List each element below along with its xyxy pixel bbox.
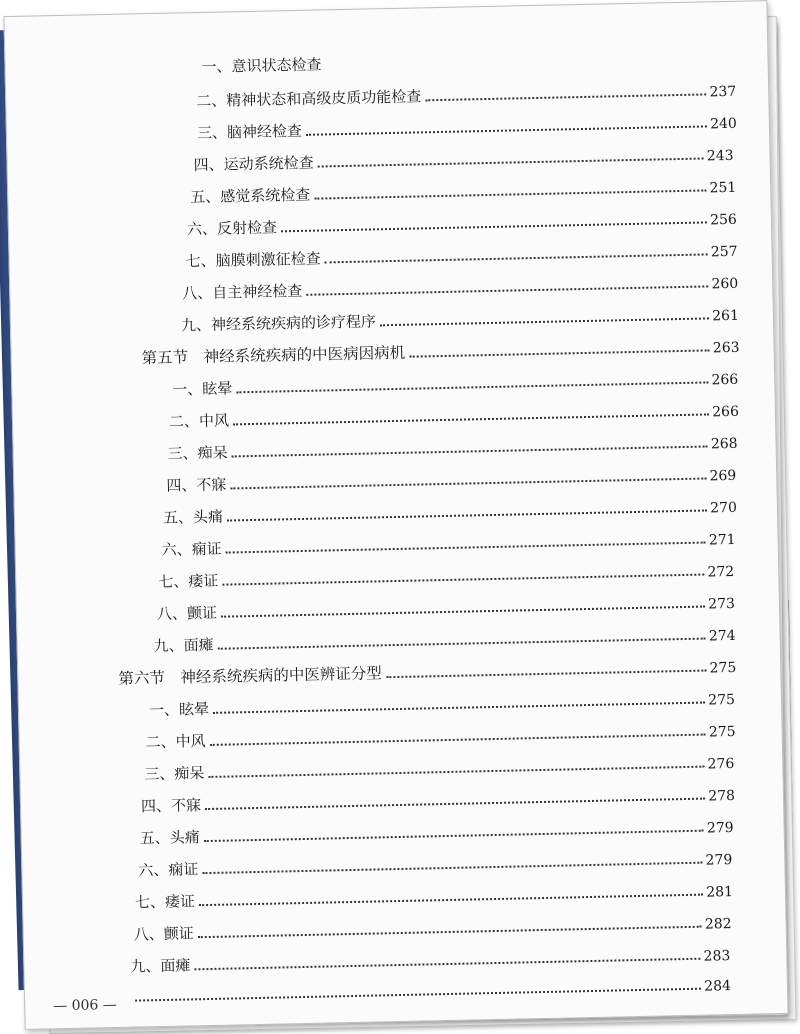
dot-leader — [226, 541, 706, 554]
toc-entry — [141, 780, 735, 816]
dot-leader — [199, 893, 703, 907]
dot-leader — [135, 987, 701, 1002]
toc-entry-title: 六、痫证 — [138, 860, 199, 880]
dot-leader — [380, 316, 709, 326]
dot-leader — [232, 444, 708, 457]
dot-leader — [198, 925, 702, 939]
toc-entry — [153, 620, 735, 656]
toc-entry — [139, 812, 733, 848]
toc-entry-page: 261 — [712, 307, 740, 325]
toc-entry-page: 275 — [709, 659, 737, 677]
dot-leader — [306, 284, 708, 295]
dot-leader — [318, 156, 704, 167]
toc-entry-page: 263 — [712, 339, 740, 357]
toc-entry-title: 四、运动系统检查 — [193, 153, 314, 175]
dot-leader — [221, 605, 705, 618]
dot-leader — [194, 957, 700, 971]
toc-entry-title: 第五节 神经系统疾病的中医病因病机 — [141, 343, 406, 368]
toc-entry — [144, 748, 734, 784]
toc-entry-title: 六、反射检查 — [186, 218, 278, 239]
toc-entry — [185, 236, 737, 272]
dot-leader — [218, 637, 706, 650]
toc-entry-page: 240 — [709, 115, 738, 133]
toc-entry — [167, 428, 737, 464]
toc-entry-page: 270 — [710, 499, 738, 517]
toc-entry — [172, 364, 738, 400]
toc-entry — [161, 524, 735, 560]
toc-entry-title: 二、精神状态和高级皮质功能检查 — [196, 87, 422, 111]
toc-entry-title: 八、颤证 — [156, 603, 218, 624]
toc-entry-title: 九、神经系统疾病的诊疗程序 — [180, 312, 377, 335]
toc-entry-title: 三、脑神经检查 — [196, 121, 303, 143]
toc-entry — [131, 970, 731, 1007]
toc-entry — [169, 396, 739, 432]
page-number: — 006 — — [53, 996, 117, 1015]
toc-entry-page: 274 — [708, 627, 736, 645]
toc-entry-page: 275 — [708, 691, 736, 709]
toc-entry-page: 275 — [708, 723, 736, 741]
dot-leader — [210, 733, 706, 746]
toc-entry-page: 279 — [706, 819, 734, 837]
toc-entry-title: 五、头痛 — [162, 507, 224, 527]
dot-leader — [425, 92, 706, 101]
dot-leader — [325, 252, 708, 263]
toc-entry-page: 281 — [706, 884, 734, 901]
toc-entry — [135, 876, 733, 913]
toc-entry-title: 九、面瘫 — [153, 635, 214, 656]
toc-entry — [163, 492, 737, 528]
toc-entry — [190, 172, 736, 207]
toc-entry — [197, 108, 737, 143]
toc-entry — [138, 844, 732, 880]
toc-entry-title: 四、不寐 — [140, 796, 202, 816]
dot-leader — [227, 508, 707, 521]
toc-entry-page: 268 — [710, 435, 738, 453]
toc-entry-title: 一、眩晕 — [172, 379, 233, 399]
toc-entry-page: 272 — [707, 563, 735, 581]
dot-leader — [205, 797, 705, 810]
toc-entry — [133, 908, 731, 945]
dot-leader — [202, 861, 702, 874]
toc-section-heading — [141, 332, 739, 369]
dot-leader — [230, 476, 706, 489]
toc-entry-page: 273 — [708, 595, 736, 613]
toc-entry-title: 一、眩晕 — [148, 699, 210, 720]
toc-entry-page: 237 — [709, 83, 737, 101]
toc-section-heading — [118, 652, 736, 689]
toc-entry-page: 260 — [711, 275, 739, 293]
toc-entry-title: 五、感觉系统检查 — [190, 185, 311, 207]
toc-entry — [181, 300, 739, 336]
toc-entry-title: 七、痿证 — [158, 571, 219, 591]
toc-entry — [157, 588, 735, 624]
dot-leader — [233, 412, 709, 425]
dot-leader — [236, 380, 708, 393]
toc-entry — [193, 140, 733, 175]
dot-leader — [306, 124, 707, 135]
toc-entry — [201, 42, 711, 77]
toc-entry-page: 266 — [712, 403, 740, 421]
toc-entry — [145, 716, 735, 752]
toc-entry — [196, 76, 736, 111]
toc-entry-page: 251 — [709, 179, 737, 197]
toc-entry-title: 四、不寐 — [166, 475, 227, 495]
toc-entry-title: 八、自主神经检查 — [182, 281, 303, 303]
toc-entry-page: 282 — [704, 916, 732, 933]
toc-entry — [182, 268, 738, 304]
toc-entry-title: 六、痫证 — [161, 539, 222, 559]
toc-page — [3, 0, 788, 1030]
toc-entry-title: 五、头痛 — [139, 828, 200, 848]
dot-leader — [222, 573, 704, 586]
toc-entry-title: 二、中风 — [168, 411, 230, 431]
toc-entry-page: 283 — [703, 948, 731, 965]
toc-entry-title: 二、中风 — [145, 732, 206, 752]
toc-entry-title: 九、面瘫 — [130, 956, 191, 976]
toc-entry-page: 243 — [706, 147, 734, 165]
toc-entry-page: 279 — [705, 852, 733, 869]
dot-leader — [204, 829, 704, 842]
toc-entry-page: 257 — [710, 243, 738, 261]
toc-entry-page: 278 — [708, 787, 736, 805]
toc-entry-page: 276 — [707, 755, 735, 773]
dot-leader — [386, 669, 707, 679]
dot-leader — [208, 765, 704, 778]
dot-leader — [314, 188, 706, 199]
toc-entry-page: 266 — [711, 371, 739, 389]
dot-leader — [409, 348, 710, 357]
dot-leader — [281, 220, 707, 232]
toc-entry-title: 七、脑膜刺激征检查 — [185, 249, 321, 271]
toc-entry-title: 三、痴呆 — [144, 764, 205, 784]
toc-entry-title: 三、痴呆 — [167, 443, 228, 463]
toc-entry-page: 269 — [709, 467, 737, 485]
toc-entry-title: 第六节 神经系统疾病的中医辨证分型 — [118, 664, 383, 688]
toc-entry-page: 256 — [709, 211, 738, 229]
toc-entry-page: 271 — [708, 531, 736, 549]
toc-entry — [149, 684, 735, 720]
toc-entry-title: 八、颤证 — [133, 924, 194, 944]
toc-entry-title: 一、意识状态检查 — [201, 55, 322, 76]
toc-entry — [187, 204, 737, 240]
toc-entry-page: 284 — [704, 978, 732, 995]
toc-entry — [158, 556, 734, 592]
toc-entry — [166, 460, 736, 496]
toc-entry-title: 七、痿证 — [134, 892, 196, 912]
dot-leader — [213, 701, 705, 714]
